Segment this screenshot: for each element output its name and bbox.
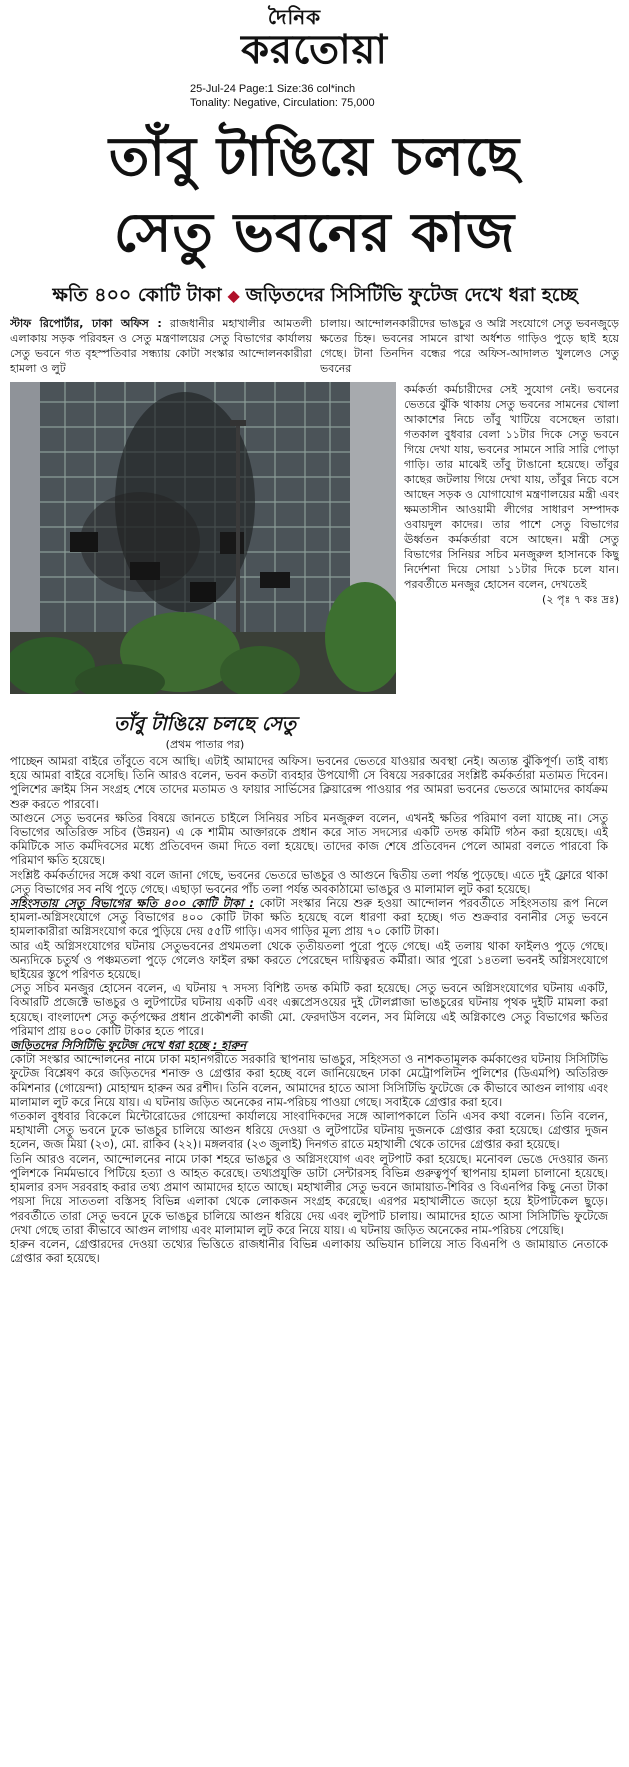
meta-line-1: 25-Jul-24 Page:1 Size:36 col*inch — [190, 83, 356, 95]
paragraph-text: কোটা সংস্কার নিয়ে শুরু হওয়া আন্দোলন পরবর্তীতে সহিংসতায় রূপ নিলে হামলা-অগ্নিসংযোগে সেতু বিভাগের ৪০০ কোটি টাকা ক্ষতি হয়েছে বলে ধারণা করা হচ্ছে। গত শুক্রবার বনানীর সেতু ভবনে হামলাকারীরা অগ্নিসংযোগ করে পুড়িয়ে দেয় ৫৫টি গাড়ি। এসব গাড়ির মূল্য প্রায় ৭০ কোটি টাকা। — [10, 896, 608, 939]
body-paragraph — [10, 981, 608, 1038]
body-paragraph — [10, 1237, 608, 1265]
burned-building-photo — [10, 382, 396, 694]
clipping-meta — [190, 82, 490, 110]
paragraph-text: সেতু সচিব মনজুর হোসেন বলেন, এ ঘটনায় ৭ সদস্য বিশিষ্ট তদন্ত কমিটি করা হয়েছে। সেতু ভবনে অগ্নিসংযোগের ঘটনায় একটি, বিআরটি প্রজেক্টে ভাঙচুর ও লুটপাটের ঘটনায় একটি এবং এক্সপ্রেসওয়ের দুই টোলপ্লাজা ভাঙচুরের ঘটনায় পৃথক দুইটি মামলা করা হয়েছে। বাংলাদেশ সেতু কর্তৃপক্ষের প্রধান প্রকৌশলী কাজী মো. ফেরদাউস বলেন, সব মিলিয়ে এই অগ্নিকাণ্ডে সেতু বিভাগের ক্ষতির পরিমাণ প্রায় ৪০০ কোটি টাকার হতে পারে। — [10, 981, 608, 1038]
paragraph-text: সংশ্লিষ্ট কর্মকর্তাদের সঙ্গে কথা বলে জানা গেছে, ভবনের ভেতরে ভাঙচুর ও আগুনে দ্বিতীয় তলা পর্যন্ত পুড়েছে। এতে দুই ফ্লোরে থাকা সেতু বিভাগের সব নথি পুড়ে গেছে। এছাড়া ভবনের পাঁচ তলা পর্যন্ত অবকাঠামো ভাঙচুর ও মালামাল লুট করা হয়েছে। — [10, 867, 608, 896]
subhead-left: ক্ষতি ৪০০ কোটি টাকা — [52, 284, 222, 306]
diamond-icon: ◆ — [227, 286, 240, 305]
body-paragraph — [10, 1152, 608, 1237]
paragraph-text: কোটা সংস্কার আন্দোলনের নামে ঢাকা মহানগরীতে সরকারি স্থাপনায় ভাঙচুর, সহিংসতা ও নাশকতামূলক কর্মকাণ্ডের ঘটনায় সিসিটিভি ফুটেজ বিশ্লেষণ করে জড়িতদের শনাক্ত ও গ্রেপ্তার করা হচ্ছে বলে জানিয়েছেন ঢাকা মেট্রোপলিটন পুলিশের (ডিএমপি) অতিরিক্ত কমিশনার (গোয়েন্দা) মোহাম্মদ হারুন অর রশীদ। তিনি বলেন, আমাদের হাতে আসা সিসিটিভি ফুটেজে কে কীভাবে আগুন লাগায় এবং মালামাল লুট করে নিয়ে যায়। এ ঘটনায় জড়িত অনেকের নাম-পরিচয় পাওয়া গেছে। সবাইকে গ্রেপ্তার করা হবে। — [10, 1052, 608, 1109]
paragraph-text: আর এই অগ্নিসংযোগের ঘটনায় সেতুভবনের প্রথমতলা থেকে তৃতীয়তলা পুরো পুড়ে গেছে। এই তলায় থাকা ফাইলও পুড়ে গেছে। অন্যদিকে চতুর্থ ও পঞ্চমতলা পুড়ে গেলেও ফাইল রক্ষা করতে পেরেছেন দায়িত্বরত কর্মীরা। আর পুরো ১৪তলা ভবনই অগ্নিসংযোগে ছাইয়ের স্তূপে পরিণত হয়েছে। — [10, 938, 608, 982]
continuation-note: (প্রথম পাতার পর) — [165, 738, 245, 751]
section-heading: জড়িতদের সিসিটিভি ফুটেজ দেখে ধরা হচ্ছে : হারুন — [10, 1038, 247, 1053]
subheadline — [10, 282, 620, 308]
section-heading: সহিংসতায় সেতু বিভাগের ক্ষতি ৪০০ কোটি টাকা : — [10, 896, 254, 911]
paragraph-text: পাচ্ছেন আমরা বাইরে তাঁবুতে বসে আছি। এটাই আমাদের অফিস। ভবনের ভেতরে যাওয়ার অবস্থা নেই। অত্যন্ত ঝুঁকিপূর্ণ। তাই বাধ্য হয়ে আমরা বাইরে বসেছি। তিনি আরও বলেন, ভবন কতটা ব্যবহার উপযোগী সে বিষয়ে সরকারের সংশ্লিষ্ট কর্মকর্তারা মতামত দিবেন। পুলিশের ক্রাইম সিন সংগ্রহ শেষে তাদের মতামত ও ফায়ার সার্ভিসের ক্লিয়ারেন্স পাওয়ার পর আমরা ভবনের ভেতরে আমাদের কার্যক্রম শুরু করতে পারবো। — [10, 754, 608, 811]
column-2-text: চালায়। আন্দোলনকারীদের ভাঙচুর ও অগ্নি সংযোগে সেতু ভবনজুড়ে ক্ষতের চিহ্ন। ভবনের সামনে রাখা অর্ধশত গাড়িও পুড়ে ছাই হয়ে গেছে। টানা তিনদিন বন্ধের পরে অফিস-আদালত খুললেও সেতু ভবনের — [320, 317, 619, 375]
body-paragraph — [10, 811, 608, 868]
paragraph-text: তিনি আরও বলেন, আন্দোলনের নামে ঢাকা শহরে ভাঙচুর ও অগ্নিসংযোগ এবং লুটপাট করা হয়েছে। মনোবল ভেঙে দেওয়ার জন্য পুলিশকে নির্মমভাবে পিটিয়ে হত্যা ও আহত করেছে। তথ্যপ্রযুক্তি ডাটা সেন্টারসহ বিভিন্ন গুরুত্বপূর্ণ স্থাপনায় হামলা চালানো হয়েছে। হামলার রসদ সরবরাহ করার তথ্য প্রমাণ আমাদের হাতে আছে। মহাখালীর সেতু ভবনে জামায়াত-শিবির ও বিএনপির কিছু নেতা টাকা পয়সা দিয়ে সাততলা বস্তিসহ বিভিন্ন এলাকা থেকে লোকজন সংগ্রহ করেছে। এরপর মহাখালীতে জড়ো হয়ে ইটপাটকেল ছুড়ে। পরবর্তীতে তারা সেতু ভবনে ঢুকে ভাঙচুর চালিয়ে আগুন ধরিয়ে দেয় এবং লুটপাট চালায়। আমাদের হাতে আসা সিসিটিভি ফুটেজে দেখা গেছে তারা কীভাবে আগুন লাগায় এবং মালামাল লুট করে নিয়ে যায়। এ ঘটনায় জড়িত অনেকের নাম-পরিচয় পেয়েছি। — [10, 1151, 608, 1237]
paragraph-text: আগুনে সেতু ভবনের ক্ষতির বিষয়ে জানতে চাইলে সিনিয়র সচিব মনজুরুল বলেন, এখনই ক্ষতির পরিমাণ বলা যাচ্ছে না। সেতু বিভাগের অতিরিক্ত সচিব (উন্নয়ন) এ কে শামীম আক্তারকে প্রধান করে সাত সদস্যের একটি তদন্ত কমিটি গঠন করা হয়েছে। এই কমিটিকে সাত কর্মদিবসের মধ্যে প্রতিবেদন জমা দিতে বলা হয়েছে। তাদের কাজ শেষে প্রতিবেদন পেলে আমরা বলতে পারবো কি পরিমাণ ক্ষতি হয়েছে। — [10, 810, 608, 868]
masthead — [0, 6, 629, 72]
section-paragraph — [10, 1038, 608, 1052]
column-1-text: রাজধানীর মহাখালীর আমতলী এলাকায় সড়ক পরিবহন ও সেতু মন্ত্রণালয়ের সেতু বিভাগের কার্যালয় সেতু ভবনে গত বৃহস্পতিবার সন্ধ্যায় কোটা সংস্কার আন্দোলনকারীরা হামলা ও লুট — [10, 317, 312, 375]
continuation-body — [10, 754, 608, 1762]
section-paragraph — [10, 896, 608, 939]
jump-reference: (২ পৃঃ ৭ কঃ দ্রঃ) — [542, 593, 619, 606]
headline-line-1: তাঁবু টাঙিয়ে চলছে — [108, 124, 521, 188]
column-3-text: কর্মকর্তা কর্মচারীদের সেই সুযোগ নেই। ভবনের ভেতরে ঝুঁকি থাকায় সেতু ভবনের সামনের খোলা আকাশের নিচে তাঁবু খাটিয়ে বসেছেন তারা। গতকাল বুধবার বেলা ১১টার দিকে সেতু ভবনে গিয়ে দেখা যায়, ভবনের সামনে সারি সারি পোড়া গাড়ি। তার মাঝেই তাঁবু টাঙানো হয়েছে। তাঁবুর কাছের জটলায় গিয়ে দেখা যায়, তাঁবুর নিচে বসে আছেন সড়ক ও যোগাযোগ মন্ত্রণালয়ের মন্ত্রী এবং ক্ষমতাসীন আওয়ামী লীগের সাধারণ সম্পাদক ওবায়দুল কাদের। তার পাশে সেতু বিভাগের ঊর্ধ্বতন কর্মকর্তারা বসে আছেন। মন্ত্রী সেতু বিভাগের সিনিয়র সচিব মনজুরুল হাসানকে কিছু নির্দেশনা দিয়ে সোয়া ১১টার দিকে চলে যান। পরবর্তীতে মনজুর হোসেন বলেন, দেখতেই — [404, 383, 619, 591]
continuation-title: তাঁবু টাঙিয়ে চলছে সেতু — [113, 713, 297, 735]
article-column-1 — [10, 316, 312, 378]
meta-line-2: Tonality: Negative, Circulation: 75,000 — [190, 97, 375, 109]
masthead-name-small: দৈনিক — [267, 5, 322, 29]
article-column-3 — [404, 382, 619, 704]
body-paragraph — [10, 939, 608, 982]
body-paragraph — [10, 754, 608, 811]
article-column-2 — [320, 316, 619, 380]
body-paragraph — [10, 868, 608, 896]
body-paragraph — [10, 1052, 608, 1109]
paragraph-text: গতকাল বুধবার বিকেলে মিন্টোরোডের গোয়েন্দা কার্যালয়ে সাংবাদিকদের সঙ্গে আলাপকালে তিনি এসব কথা বলেন। তিনি বলেন, মহাখালী সেতু ভবনে ঢুকে ভাঙচুর চালিয়ে আগুন ধরিয়ে দেওয়া ও লুটপাটের ঘটনায় দুজনকে গ্রেপ্তার করা হয়েছে। গ্রেপ্তার দুজন হলেন, জজ মিয়া (২৩), মো. রাকিব (২২)। মঙ্গলবার (২৩ জুলাই) দিনগত রাতে মহাখালী থেকে তাদের গ্রেপ্তার করা হয়েছে। — [10, 1109, 608, 1152]
masthead-name-big: করতোয়া — [241, 26, 388, 73]
paragraph-text: হারুন বলেন, গ্রেপ্তারদের দেওয়া তথ্যের ভিত্তিতে রাজধানীর বিভিন্ন এলাকায় অভিযান চালিয়ে সাত বিএনপি ও জামায়াত নেতাকে গ্রেপ্তার করা হয়েছে। — [10, 1236, 608, 1266]
headline-line-2: সেতু ভবনের কাজ — [113, 200, 516, 264]
byline: স্টাফ রিপোর্টার, ঢাকা অফিস : — [10, 317, 162, 330]
body-paragraph — [10, 1109, 608, 1152]
subhead-right: জড়িতদের সিসিটিভি ফুটেজ দেখে ধরা হচ্ছে — [245, 284, 578, 306]
